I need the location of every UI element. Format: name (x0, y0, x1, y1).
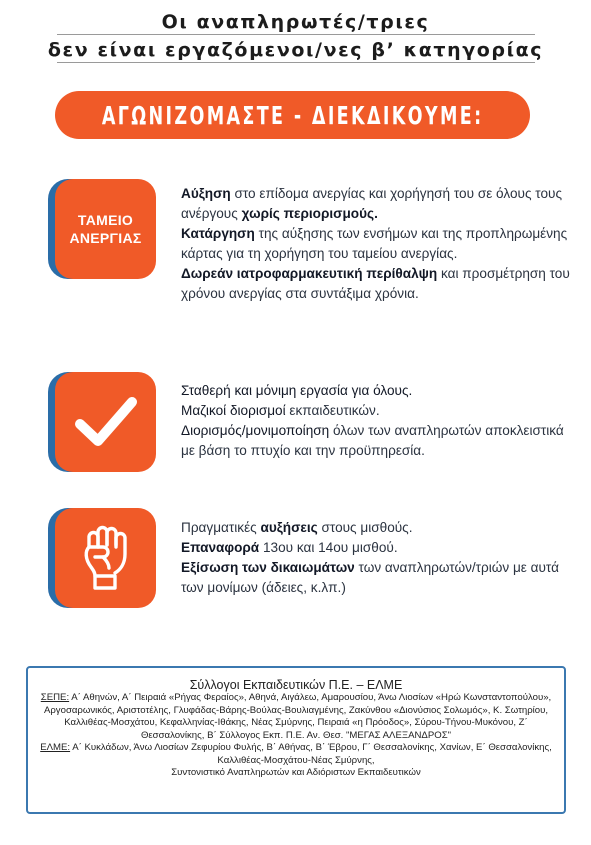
unemployment-fund-card (48, 179, 156, 279)
demand-paragraph: Σταθερή και μόνιμη εργασία για όλους. (181, 383, 413, 398)
card-label-line-1: ΤΑΜΕΙΟ (77, 212, 134, 228)
checkmark-card (48, 372, 156, 472)
slogan-banner (55, 91, 530, 139)
elme-list: ΕΛΜΕ: Α΄ Κυκλάδων, Άνω Λιοσίων Ζεφυρίου Φυλής, Β΄ Αθήνας, Β΄ Έβρου, Γ΄ Θεσσαλονίκης, Χανίων, Ε΄ Θεσσαλονίκης, Καλλιθέας-Μοσχάτου-Νέας Σμύρνης, (40, 742, 552, 766)
demand-paragraph: Κατάργηση της αύξησης των ενσήμων και της προπληρωμένης κάρτας για τη χορήγηση του ταμείου ανεργίας. (181, 226, 568, 261)
demand-paragraph: Δωρεάν ιατροφαρμακευτική περίθαλψη και προσμέτρηση του χρόνου ανεργίας στα συντάξιμα χρόνια. (181, 266, 570, 301)
raised-fist-card (48, 508, 156, 608)
demand-paragraph: Διορισμός/μονιμοποίηση όλων των αναπληρωτών αποκλειστικά με βάση το πτυχίο και την προϋπηρεσία. (181, 423, 564, 458)
demand-paragraph: Μαζικοί διορισμοί εκπαιδευτικών. (181, 403, 380, 418)
card-label-line-2: ΑΝΕΡΓΙΑΣ (69, 230, 142, 246)
slogan-text: ΑΓΩΝΙΖΟΜΑΣΤΕ - ΔΙΕΚΔΙΚΟΥΜΕ: (101, 100, 484, 130)
headline-underline-1 (57, 34, 535, 35)
demand-paragraph: Εξίσωση των δικαιωμάτων των αναπληρωτών/τριών με αυτά των μονίμων (άδειες, κ.λπ.) (181, 560, 559, 595)
headline-underline-2 (57, 62, 535, 63)
demand-paragraph: Πραγματικές αυξήσεις στους μισθούς. (181, 520, 413, 535)
section-employment-text (181, 381, 571, 461)
checkmark-icon (74, 394, 138, 450)
demand-paragraph: Αύξηση στο επίδομα ανεργίας και χορήγησή του σε όλους τους ανέργους χωρίς περιορισμούς. (181, 186, 562, 221)
headline-line-2: δεν είναι εργαζόμενοι/νες β’ κατηγορίας (47, 39, 544, 61)
demand-paragraph: Επαναφορά 13ου και 14ου μισθού. (181, 540, 398, 555)
coordination-line: Συντονιστικό Αναπληρωτών και Αδιόριστων Εκπαιδευτικών (171, 767, 421, 778)
headline-line-1: Οι αναπληρωτές/τριες (161, 11, 430, 33)
raised-fist-icon (77, 525, 135, 591)
signatories-heading: Σύλλογοι Εκπαιδευτικών Π.Ε. – ΕΛΜΕ (189, 678, 403, 692)
section-wages-text (181, 518, 571, 598)
sepe-list: ΣΕΠΕ: Α΄ Αθηνών, Α΄ Πειραιά «Ρήγας Φεραίος», Αθηνά, Αιγάλεω, Αμαρουσίου, Άνω Λιοσίων «Ηρώ Κωνσταντοπούλου», Αργοσαρωνικός, Αριστοτέλης, Γλυφάδας-Βάρης-Βούλας-Βουλιαγμένης, Ζακύνθου «Διονύσιος Σολωμός», Κ. Σωτηρίου, Καλλιθέας-Μοσχάτου, Κεφαλληνίας-Ιθάκης, Νέας Σμύρνης, Πειραιά «η Πρόοδος», Σύρου-Τήνου-Μυκόνου, Ζ΄ Θεσσαλονίκης, Β΄ Σύλλογος Εκπ. Π.Ε. Αν. Θεσ. "ΜΕΓΑΣ ΑΛΕΞΑΝΔΡΟΣ" (40, 692, 552, 741)
signatories-box (26, 666, 566, 814)
section-unemployment-text (181, 184, 571, 304)
